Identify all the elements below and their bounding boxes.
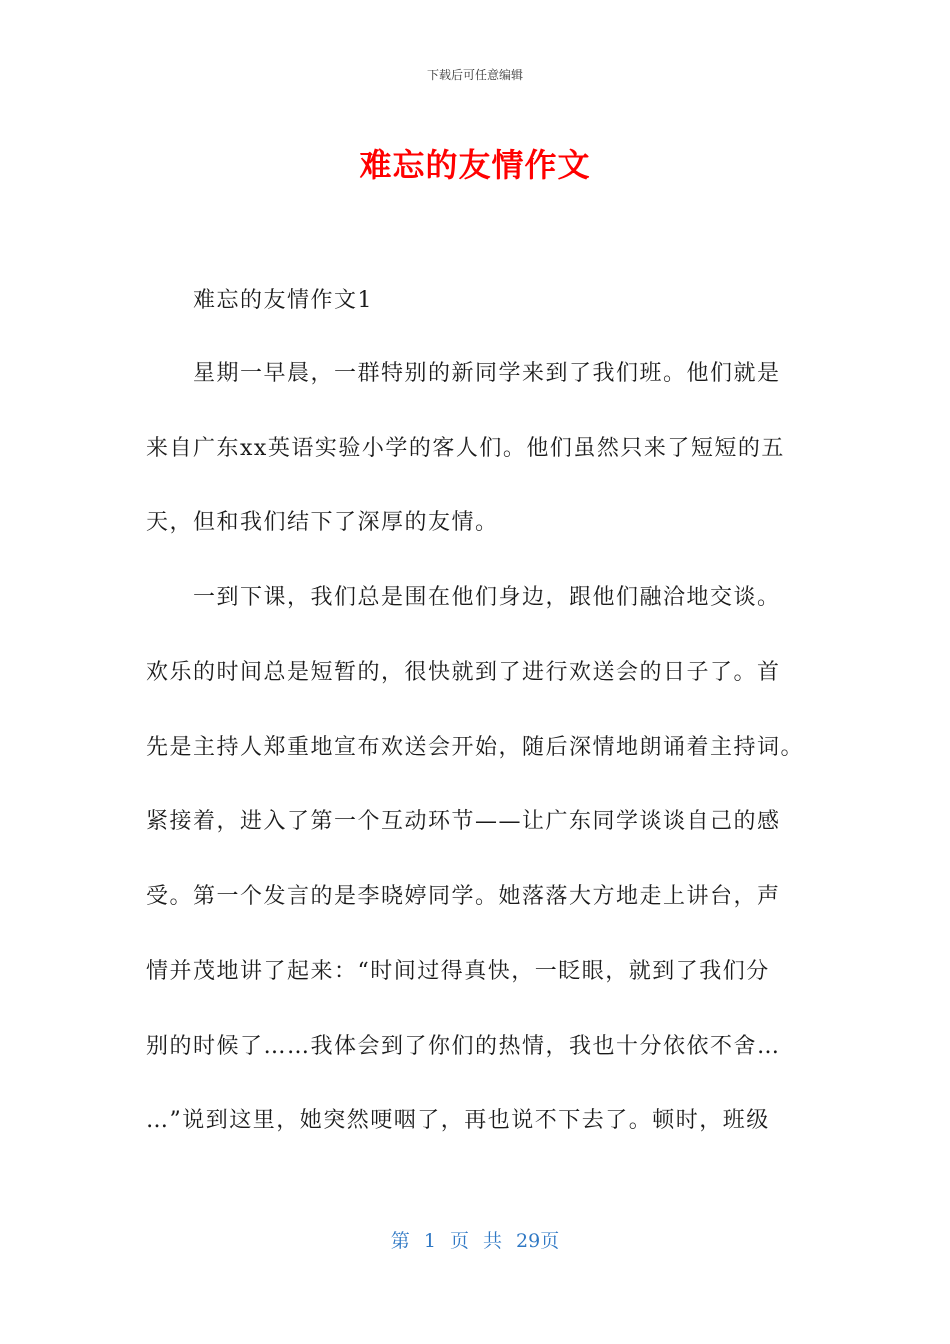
body-line: 先是主持人郑重地宣布欢送会开始，随后深情地朗诵着主持词。 xyxy=(146,735,805,760)
body-line: 一到下课，我们总是围在他们身边，跟他们融洽地交谈。 xyxy=(193,585,781,610)
header-note: 下载后可任意编辑 xyxy=(426,68,523,82)
body-line: 难忘的友情作文1 xyxy=(193,288,373,313)
document-title: 难忘的友情作文 xyxy=(359,146,591,184)
page-number: 第 1 页 共 29页 xyxy=(390,1230,560,1252)
body-line: 来自广东xx英语实验小学的客人们。他们虽然只来了短短的五 xyxy=(146,436,785,461)
body-line: 紧接着，进入了第一个互动环节——让广东同学谈谈自己的感 xyxy=(146,809,781,834)
body-line: …”说到这里，她突然哽咽了，再也说不下去了。顿时，班级 xyxy=(146,1108,770,1133)
body-line: 天，但和我们结下了深厚的友情。 xyxy=(146,510,499,535)
body-line: 欢乐的时间总是短暂的，很快就到了进行欢送会的日子了。首 xyxy=(146,660,781,685)
body-line: 别的时候了……我体会到了你们的热情，我也十分依依不舍… xyxy=(146,1034,781,1059)
body-line: 星期一早晨，一群特别的新同学来到了我们班。他们就是 xyxy=(193,361,781,386)
body-line: 受。第一个发言的是李晓婷同学。她落落大方地走上讲台，声 xyxy=(146,884,781,909)
body-line: 情并茂地讲了起来：“时间过得真快，一眨眼，就到了我们分 xyxy=(146,959,770,984)
